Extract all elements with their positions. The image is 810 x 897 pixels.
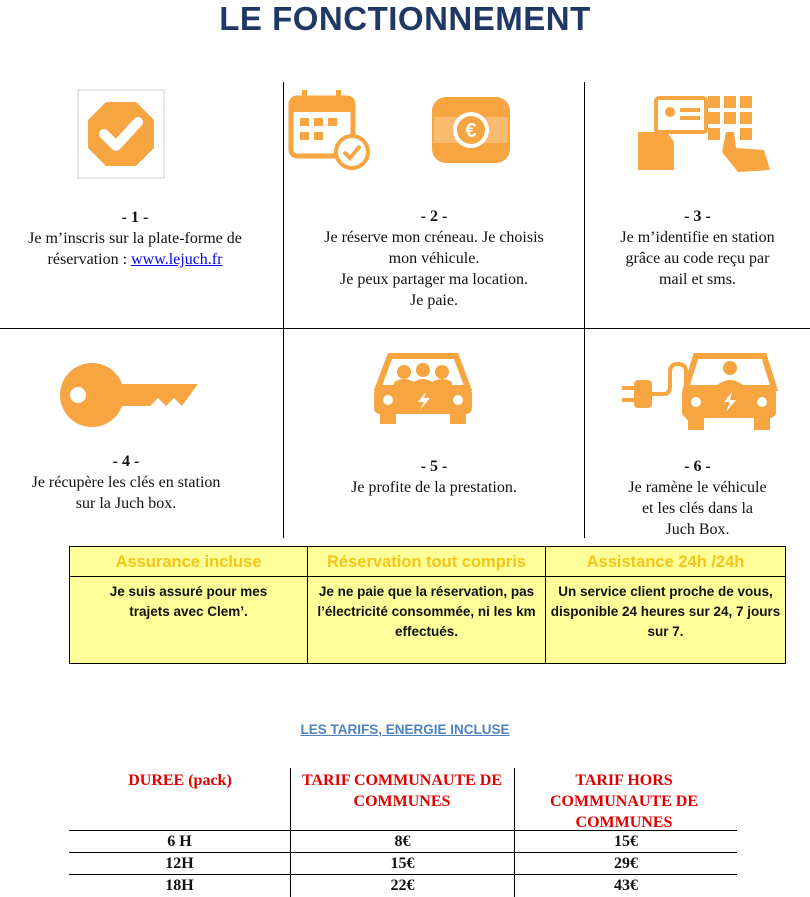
tarif-header: TARIF COMMUNAUTE DE COMMUNES [302,772,502,810]
tarif-header: DUREE (pack) [128,772,232,789]
step-number: - 2 - [420,208,448,225]
step-3 [585,206,810,290]
step-6 [585,456,810,540]
step-1 [0,207,270,270]
key-icon [58,362,202,428]
euro-banknote-icon [430,95,512,165]
step-number: - 3 - [684,208,711,225]
feature-title: Assurance incluse [70,547,308,577]
tarif-header: TARIF HORS COMMUNAUTE DE COMMUNES [550,772,698,831]
features-table [69,546,786,664]
step-text: Je paie. [410,292,458,309]
identification-code-icon [634,92,774,174]
step-text: mail et sms. [659,271,736,288]
feature-text: Je ne paie que la réservation, pas l’électricité consommée, ni les km effectués. [308,577,546,663]
step-text: et les clés dans la [641,500,754,517]
tarif-cell: 15€ [390,855,415,872]
step-text: grâce au code reçu par [625,250,770,267]
step-text: Je m’identifie en station [620,229,775,246]
tarif-cell: 29€ [614,855,638,872]
step-text: Je profite de la prestation. [351,479,517,496]
feature-text: Je suis assuré pour mes trajets avec Clem’. [70,577,308,663]
step-number: - 1 - [121,209,149,226]
step-text: Je récupère les clés en station [31,474,221,491]
svg-text:€: € [465,120,477,142]
tarif-cell: 18H [165,877,194,894]
step-text: Je réserve mon créneau. Je choisis [324,229,544,246]
step-number: - 6 - [684,458,711,475]
step-text: mon véhicule. [388,250,480,267]
step-number: - 5 - [420,458,448,475]
tarif-cell: 43€ [614,877,638,894]
page-title: LE FONCTIONNEMENT [219,0,591,37]
electric-car-charging-icon [620,350,778,436]
calendar-icon [288,88,374,170]
step-text: Je ramène le véhicule [628,479,767,496]
feature-title: Assistance 24h /24h [546,547,785,577]
tarif-cell: 12H [165,855,194,872]
step-2 [284,206,584,311]
step-text: Je peux partager ma location. [340,271,528,288]
tarif-cell: 15€ [614,833,638,850]
divider [0,328,810,329]
step-5 [284,456,584,498]
step-text: réservation : [47,251,132,268]
feature-text: Un service client proche de vous, disponible 24 heures sur 24, 7 jours sur 7. [550,584,781,639]
checkbox-icon [76,88,168,180]
car-passengers-icon [372,350,474,426]
step-number: - 4 - [112,453,140,470]
tarifs-title: LES TARIFS, ENERGIE INCLUSE [300,722,510,737]
feature-title: Réservation tout compris [308,547,546,577]
tarif-cell: 6 H [167,833,192,850]
tarif-cell: 22€ [390,877,415,894]
step-text: sur la Juch box. [75,495,177,512]
lejuch-link[interactable]: www.lejuch.fr [131,251,223,268]
tarif-cell: 8€ [394,833,411,850]
step-4 [0,451,252,514]
step-text: Je m’inscris sur la plate-forme de [28,230,242,247]
step-text: Juch Box. [665,521,730,538]
